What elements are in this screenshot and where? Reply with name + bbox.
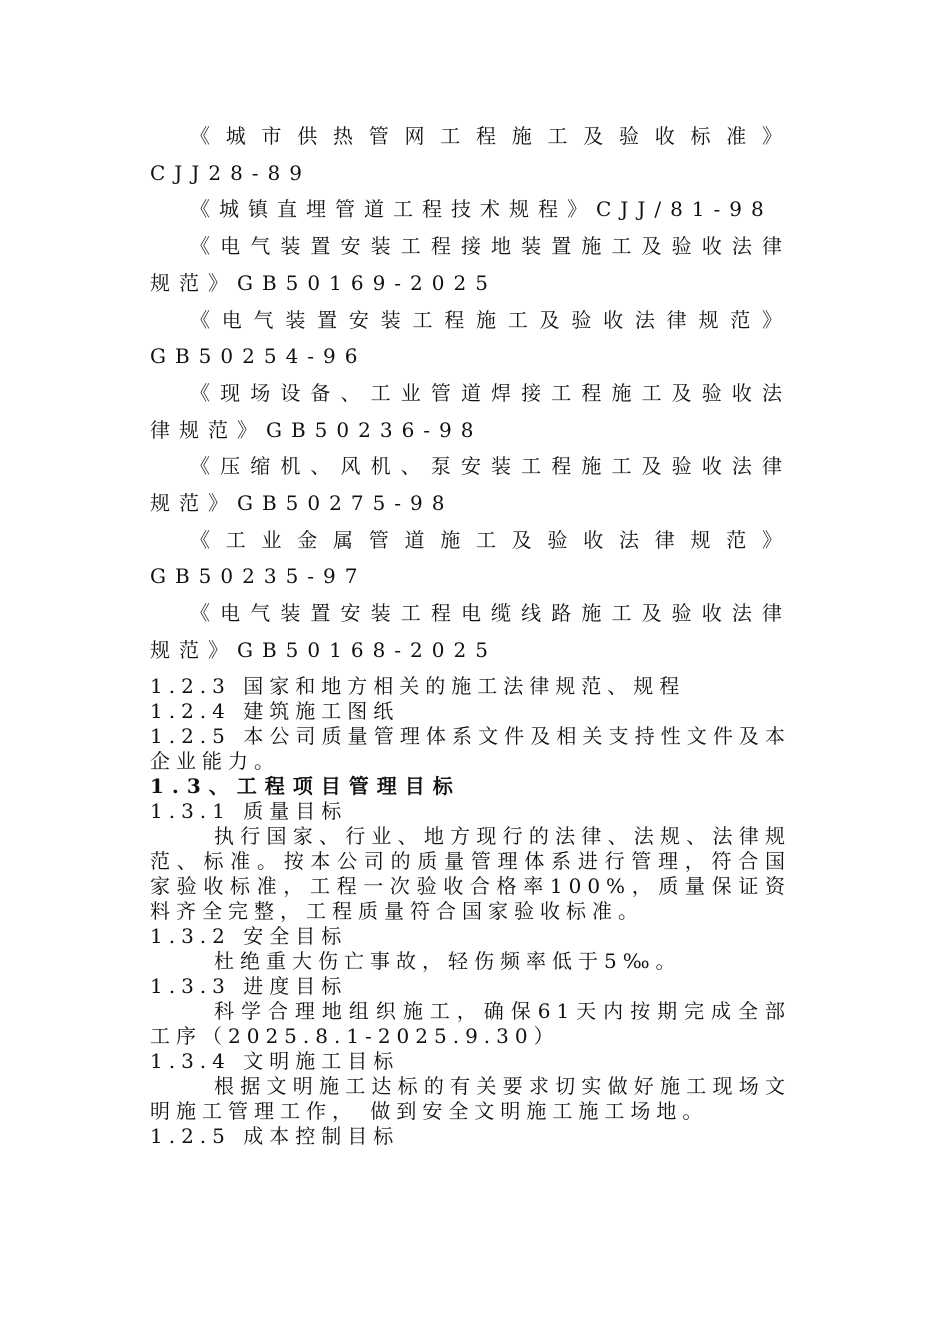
reference-item: 《现场设备、工业管道焊接工程施工及验收法律规范》GB50236-98 [150,380,791,442]
basis-item-1-2-3: 1.2.3 国家和地方相关的施工法律规范、规程 [150,674,686,698]
civilized-heading: 1.3.4 文明施工目标 [150,1049,400,1073]
reference-item: 《电气装置安装工程接地装置施工及验收法律规范》GB50169-2025 [150,234,791,295]
reference-item: 《工业金属管道施工及验收法律规范》GB50235-97 [150,527,791,589]
safety-heading: 1.3.2 安全目标 [150,924,348,948]
reference-item: 《电气装置安装工程电缆线路施工及验收法律规范》GB50168-2025 [150,601,791,662]
schedule-body: 科学合理地组织施工，确保61天内按期完成全部工序（2025.8.1-2025.9.30） [150,999,791,1048]
cost-heading: 1.2.5 成本控制目标 [150,1124,400,1148]
reference-item: 《城市供热管网工程施工及验收标准》CJJ28-89 [150,124,791,185]
reference-item: 《压缩机、风机、泵安装工程施工及验收法律规范》GB50275-98 [150,454,791,516]
civilized-body: 根据文明施工达标的有关要求切实做好施工现场文明施工管理工作， 做到安全文明施工施工场地。 [150,1074,791,1123]
safety-body: 杜绝重大伤亡事故，轻伤频率低于5‰。 [214,949,682,973]
reference-item: 《城镇直埋管道工程技术规程》CJJ/81-98 [190,197,773,222]
goals-section [150,674,791,1149]
quality-heading: 1.3.1 质量目标 [150,799,348,823]
basis-item-1-2-5: 1.2.5 本公司质量管理体系文件及相关支持性文件及本企业能力。 [150,724,791,773]
reference-item: 《电气装置安装工程施工及验收法律规范》GB50254-96 [150,307,791,369]
schedule-heading: 1.3.3 进度目标 [150,974,348,998]
section-title: 1.3、工程项目管理目标 [150,774,461,798]
reference-list [150,118,791,669]
quality-body: 执行国家、行业、地方现行的法律、法规、法律规范、标准。按本公司的质量管理体系进行管理，符合国家验收标准，工程一次验收合格率100%，质量保证资料齐全完整，工程质量符合国家验收标准。 [150,824,791,923]
basis-item-1-2-4: 1.2.4 建筑施工图纸 [150,699,400,723]
